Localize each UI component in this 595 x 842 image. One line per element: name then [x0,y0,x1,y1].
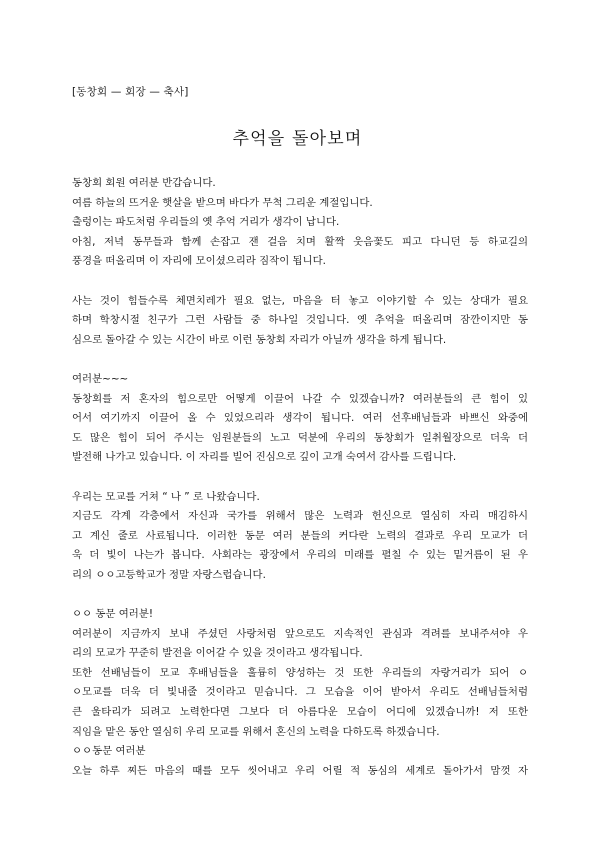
body-line: 지금도 각계 각층에서 자신과 국가를 위해서 많은 노력과 헌신으로 열심히 자리 매김하시 [72,510,528,523]
paragraph-gap [72,585,528,605]
body-line: 리의 ㅇㅇ고등학교가 정말 자랑스럽습니다. [72,568,266,581]
body-line: 욱 더 빛이 나는가 봅니다. 사회라는 광장에서 우리의 미래를 펼칠 수 있는 밑거름이 된 우 [72,549,528,562]
body-line: ㅇㅇ동문 여러분 [72,745,146,758]
document-body [72,174,528,781]
paragraph-gap [72,468,528,488]
body-line: 또한 선배님들이 모교 후배님들을 훌륭히 양성하는 것 또한 우리들의 자랑거리가 되어 ㅇ [72,666,528,679]
document-header: [동창회 — 회장 — 축사] [72,86,189,98]
body-line: 심으로 돌아갈 수 있는 시간이 바로 이런 동창회 자리가 아닐까 생각을 하게 됩니다. [72,333,447,346]
body-line: 여러분~~~ [72,372,129,385]
body-line: 아침, 저녁 동무들과 함께 손잡고 잰 걸음 치며 활짝 웃음꽃도 피고 다니던 등 하교길의 [72,235,528,248]
body-line: ㅇㅇ 동문 여러분! [72,608,154,621]
body-line: 여러분이 지금까지 보내 주셨던 사랑처럼 앞으로도 지속적인 관심과 격려를 보내주셔야 우 [72,627,528,640]
body-line: 발전해 나가고 있습니다. 이 자리를 빌어 진심으로 깊이 고개 숙여서 감사를 드립니다. [72,451,457,464]
body-line: 동창회 회원 여러분 반갑습니다. [72,177,216,189]
body-line: 고 계신 줄로 사료됩니다. 이러한 동문 여러 분들의 커다란 노력의 결과로 우리 모교가 더 [72,529,528,542]
body-line: 풍경을 떠올리며 이 자리에 모이셨으리라 짐작이 됩니다. [72,255,326,268]
body-line: 직임을 맡은 동안 열심히 우리 모교를 위해서 혼신의 노력을 다하도록 하겠습니다. [72,725,440,738]
body-line: 도 많은 힘이 되어 주시는 임원분들의 노고 덕분에 우리의 동창회가 일취월장으로 더욱 더 [72,431,528,444]
body-line: 동창회를 저 혼자의 힘으로만 어떻게 이끌어 나갈 수 있겠습니까? 여러분들의 큰 힘이 있 [72,392,528,405]
body-line: ㅇ모교를 더욱 더 빛내줄 것이라고 믿습니다. 그 모습을 이어 받아서 우리도 선배님들처럼 [72,686,528,699]
body-line: 큰 울타리가 되려고 노력한다면 그보다 더 아름다운 모습이 어디에 있겠습니까! 저 또한 [72,706,528,719]
body-line: 하며 학창시절 친구가 그런 사람들 중 하나일 것입니다. 옛 추억을 떠올리며 잠깐이지만 동 [72,314,528,327]
body-line: 사는 것이 힘들수록 체면치레가 필요 없는, 마음을 터 놓고 이야기할 수 있는 상대가 필요 [72,294,528,307]
body-line: 우리는 모교를 거쳐 “ 나 ” 로 나왔습니다. [72,490,260,503]
document-title: 추억을 돌아보며 [232,129,363,149]
body-line: 리의 모교가 꾸준히 발전을 이어갈 수 있을 것이라고 생각됩니다. [72,647,363,660]
body-line: 출렁이는 파도처럼 우리들의 옛 추억 거리가 생각이 납니다. [72,216,340,229]
body-line: 오늘 하루 찌든 마음의 때를 모두 씻어내고 우리 어릴 적 동심의 세계로 돌아가서 맘껏 자 [72,764,528,777]
paragraph-gap [72,350,528,370]
body-line: 어서 여기까지 이끌어 올 수 있었으리라 생각이 됩니다. 여러 선후배님들과 바쁘신 와중에 [72,412,528,425]
paragraph-gap [72,272,528,292]
body-line: 여름 하늘의 뜨거운 햇살을 받으며 바다가 무척 그리운 계절입니다. [72,196,373,209]
